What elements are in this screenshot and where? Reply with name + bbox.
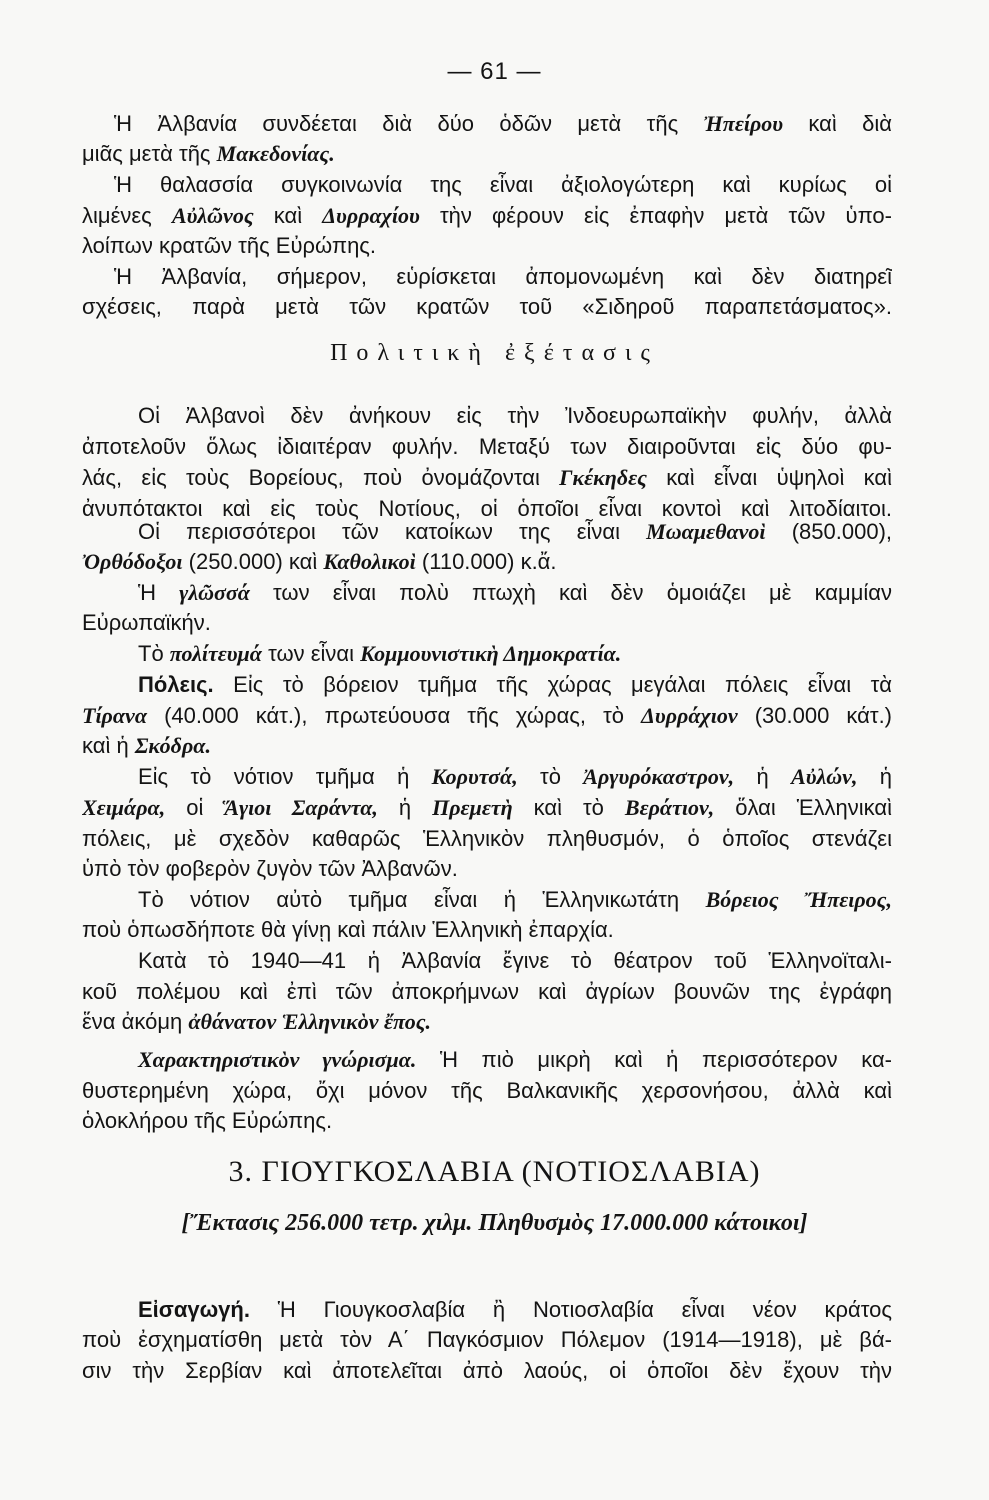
text-line: Ἡ Ἀλβανία συνδέεται διὰ δύο ὁδῶν μετὰ τῆς Ἠπείρου καὶ διὰ: [114, 111, 892, 136]
text-line: κοῦ πολέμου καὶ ἐπὶ τῶν ἀποκρήμνων καὶ ἀγρίων βουνῶν της ἐγράφη: [82, 979, 892, 1004]
text-line: σχέσεις, παρὰ μετὰ τῶν κρατῶν τοῦ «Σιδηροῦ παραπετάσματος».: [82, 294, 892, 319]
page-number: — 61 —: [447, 58, 542, 85]
text-line: Τίρανα (40.000 κάτ.), πρωτεύουσα τῆς χώρας, τὸ Δυρράχιον (30.000 κάτ.): [82, 703, 892, 728]
text-line: Χειμάρα, οἱ Ἅγιοι Σαράντα, ἡ Πρεμετὴ καὶ τὸ Βεράτιον, ὅλαι Ἑλληνικαὶ: [82, 795, 892, 820]
text-line: Ἡ θαλασσία συγκοινωνία της εἶναι ἀξιολογώτερη καὶ κυρίως οἱ: [114, 172, 892, 197]
text-line: λοίπων κρατῶν τῆς Εὐρώπης.: [82, 233, 377, 258]
text-line: καὶ ἡ Σκόδρα.: [82, 733, 211, 758]
text-line: Εἰσαγωγή. Ἡ Γιουγκοσλαβία ἢ Νοτιοσλαβία εἶναι νέον κράτος: [138, 1297, 892, 1322]
text-line: ἕνα ἀκόμη ἀθάνατον Ἑλληνικὸν ἔπος.: [82, 1009, 432, 1034]
chapter-subheading: [Ἔκτασις 256.000 τετρ. χιλμ. Πληθυσμὸς 17.000.000 κάτοικοι]: [181, 1210, 808, 1236]
text-line: λάς, εἰς τοὺς Βορείους, ποὺ ὀνομάζονται Γκέκηδες καὶ εἶναι ὑψηλοὶ καὶ: [82, 465, 892, 490]
text-line: Ἡ Ἀλβανία, σήμερον, εὑρίσκεται ἀπομονωμένη καὶ δὲν διατηρεῖ: [114, 264, 892, 289]
text-line: Ὀρθόδοξοι (250.000) καὶ Καθολικοὶ (110.000) κ.ἄ.: [82, 549, 557, 574]
text-line: Κατὰ τὸ 1940—41 ἡ Ἀλβανία ἔγινε τὸ θέατρον τοῦ Ἑλληνοϊταλι-: [138, 948, 892, 973]
text-line: Τὸ νότιον αὐτὸ τμῆμα εἶναι ἡ Ἑλληνικωτάτη Βόρειος Ἤπειρος,: [138, 887, 892, 912]
text-line: Ἡ γλῶσσά των εἶναι πολὺ πτωχὴ καὶ δὲν ὁμοιάζει μὲ καμμίαν: [138, 580, 892, 605]
text-line: Τὸ πολίτευμά των εἶναι Κομμουνιστικὴ Δημοκρατία.: [138, 641, 622, 666]
text-line: λιμένες Αὐλῶνος καὶ Δυρραχίου τὴν φέρουν εἰς ἐπαφὴν μετὰ τῶν ὑπο-: [82, 203, 892, 228]
text-line: μιᾶς μετὰ τῆς Μακεδονίας.: [82, 141, 335, 166]
text-line: ποὺ ὁπωσδήποτε θὰ γίνῃ καὶ πάλιν Ἑλληνικὴ ἐπαρχία.: [82, 917, 614, 942]
text-line: Χαρακτηριστικὸν γνώρισμα. Ἡ πιὸ μικρὴ καὶ ἡ περισσότερον κα-: [138, 1047, 892, 1072]
chapter-heading: 3. ΓΙΟΥΓΚΟΣΛΑΒΙΑ (ΝΟΤΙΟΣΛΑΒΙΑ): [228, 1155, 761, 1188]
text-line: σιν τὴν Σερβίαν καὶ ἀποτελεῖται ἀπὸ λαούς, οἱ ὁποῖοι δὲν ἔχουν τὴν: [82, 1358, 892, 1383]
text-line: Οἱ Ἀλβανοὶ δὲν ἀνήκουν εἰς τὴν Ἰνδοευρωπαϊκὴν φυλήν, ἀλλὰ: [138, 403, 892, 428]
text-line: Οἱ περισσότεροι τῶν κατοίκων της εἶναι Μωαμεθανοὶ (850.000),: [138, 519, 892, 544]
text-line: Εὐρωπαϊκήν.: [82, 610, 211, 635]
text-line: ποὺ ἐσχηματίσθη μετὰ τὸν Α΄ Παγκόσμιον Πόλεμον (1914—1918), μὲ βά-: [82, 1327, 892, 1352]
text-line: Πόλεις. Εἰς τὸ βόρειον τμῆμα τῆς χώρας μεγάλαι πόλεις εἶναι τὰ: [138, 672, 892, 697]
text-line: ἀποτελοῦν ὅλως ἰδιαιτέραν φυλήν. Μεταξύ των διαιροῦνται εἰς δύο φυ-: [82, 434, 892, 459]
section-heading: Πολιτικὴ ἐξέτασις: [330, 340, 659, 366]
text-line: ἀνυπότακτοι καὶ εἰς τοὺς Νοτίους, οἱ ὁποῖοι εἶναι κοντοὶ καὶ λιτοδίαιτοι.: [82, 496, 892, 521]
text-line: θυστερημένη χώρα, ὄχι μόνον τῆς Βαλκανικῆς χερσονήσου, ἀλλὰ καὶ: [82, 1078, 892, 1103]
text-line: πόλεις, μὲ σχεδὸν καθαρῶς Ἑλληνικὸν πληθυσμόν, ὁ ὁποῖος στενάζει: [82, 826, 892, 851]
text-line: ὁλοκλήρου τῆς Εὐρώπης.: [82, 1108, 333, 1133]
text-line: Εἰς τὸ νότιον τμῆμα ἡ Κορυτσά, τὸ Ἀργυρόκαστρον, ἡ Αὐλών, ἡ: [138, 764, 892, 789]
text-line: ὑπὸ τὸν φοβερὸν ζυγὸν τῶν Ἀλβανῶν.: [82, 856, 458, 881]
